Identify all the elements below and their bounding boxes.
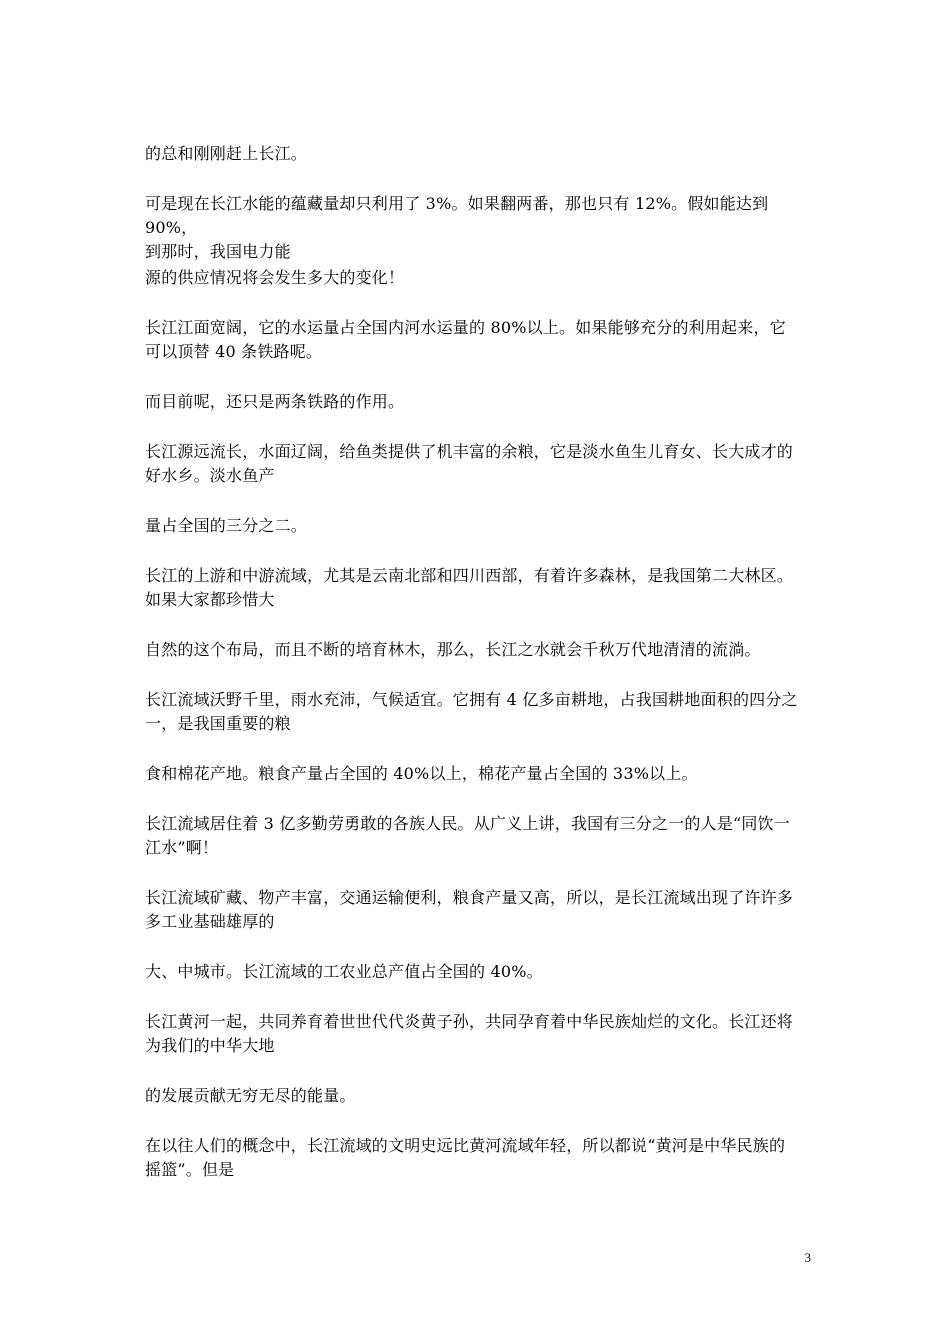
paragraph-8: 长江的上游和中游流域，尤其是云南北部和四川西部，有着许多森林，是我国第二大林区。 如果大家都珍惜大 (145, 566, 794, 609)
paragraph-11: 食和棉花产地。粮食产量占全国的 40%以上，棉花产量占全国的 33%以上。 (145, 764, 698, 783)
paragraph-1: 的总和刚刚赶上长江。 (145, 144, 308, 163)
paragraph-10: 长江流域沃野千里，雨水充沛，气候适宜。它拥有 4 亿多亩耕地，占我国耕地面积的四分之 一，是我国重要的粮 (145, 690, 798, 733)
paragraph-16: 的发展贡献无穷无尽的能量。 (145, 1086, 356, 1105)
paragraph-15: 长江黄河一起，共同养育着世世代代炎黄子孙，共同孕育着中华民族灿烂的文化。长江还将 为我们的中华大地 (145, 1012, 794, 1055)
page-number: 3 (804, 1250, 811, 1265)
paragraph-6: 长江源远流长，水面辽阔，给鱼类提供了机丰富的余粮，它是淡水鱼生儿育女、长大成才的 好水乡。淡水鱼产 (145, 442, 794, 485)
paragraph-17: 在以往人们的概念中，长江流域的文明史远比黄河流域年轻，所以都说“黄河是中华民族的 摇篮”。但是 (145, 1136, 786, 1179)
paragraph-2: 可是现在长江水能的蕴藏量却只利用了 3%。如果翻两番，那也只有 12%。假如能达到 90%， 到那时，我国电力能 (145, 194, 769, 261)
paragraph-7: 量占全国的三分之二。 (145, 516, 308, 535)
paragraph-4: 长江江面宽阔，它的水运量占全国内河水运量的 80%以上。如果能够充分的利用起来，它 可以顶替 40 条铁路呢。 (145, 318, 786, 361)
paragraph-3: 源的供应情况将会发生多大的变化！ (145, 268, 405, 287)
paragraph-12: 长江流域居住着 3 亿多勤劳勇敢的各族人民。从广义上讲，我国有三分之一的人是“同饮一 江水”啊！ (145, 814, 790, 857)
paragraph-13: 长江流域矿藏、物产丰富，交通运输便利，粮食产量又高，所以，是长江流域出现了许许多 多工业基础雄厚的 (145, 888, 794, 931)
paragraph-14: 大、中城市。长江流域的工农业总产值占全国的 40%。 (145, 962, 543, 981)
paragraph-5: 而目前呢，还只是两条铁路的作用。 (145, 392, 405, 411)
paragraph-9: 自然的这个布局，而且不断的培育林木，那么，长江之水就会千秋万代地清清的流淌。 (145, 640, 761, 659)
